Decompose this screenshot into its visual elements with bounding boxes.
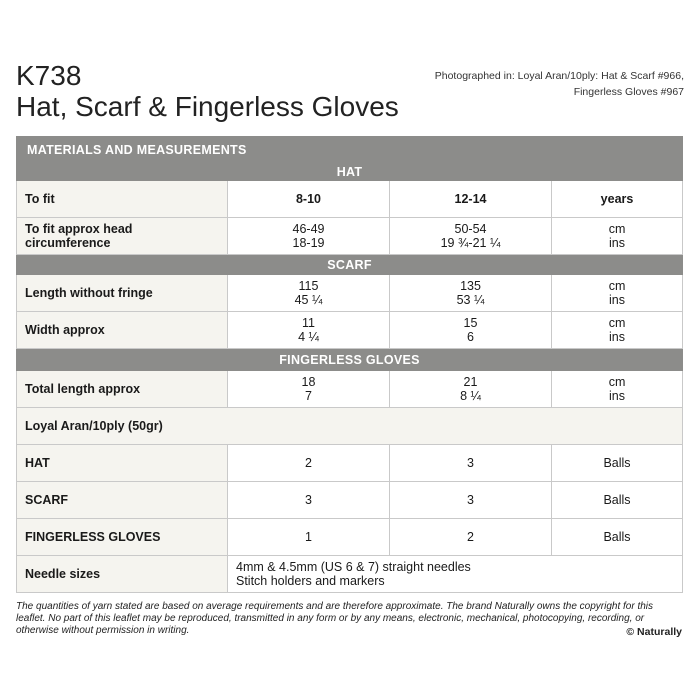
scarf-length-unit xyxy=(552,275,683,312)
gloves-length-size-1 xyxy=(228,371,390,408)
value-cm: 50-54 xyxy=(454,222,487,236)
gloves-length-size-2 xyxy=(390,371,552,408)
scarf-length-size-1 xyxy=(228,275,390,312)
photographed-line-2: Fingerless Gloves #967 xyxy=(573,86,684,98)
hat-balls-size-1: 2 xyxy=(228,445,390,482)
scarf-heading-row xyxy=(17,255,683,275)
size-1-header: 8-10 xyxy=(228,181,390,218)
hat-balls-unit: Balls xyxy=(552,445,683,482)
scarf-length-size-2 xyxy=(390,275,552,312)
table-row xyxy=(17,482,683,519)
value-cm: 115 xyxy=(298,279,319,293)
gloves-balls-size-1: 1 xyxy=(228,519,390,556)
pattern-code: K738 xyxy=(16,60,82,91)
photographed-line-1: Photographed in: Loyal Aran/10ply: Hat & Scarf #966, xyxy=(434,70,684,82)
gloves-balls-unit: Balls xyxy=(552,519,683,556)
value-ins: 4 ¼ xyxy=(298,330,319,344)
hat-balls-size-2: 3 xyxy=(390,445,552,482)
scarf-balls-size-1: 3 xyxy=(228,482,390,519)
unit-cm: cm xyxy=(608,222,626,236)
head-unit-cell xyxy=(552,218,683,255)
head-size-1-cell xyxy=(228,218,390,255)
scarf-width-label: Width approx xyxy=(17,312,228,349)
value-ins: 45 ¼ xyxy=(294,293,323,307)
table-row xyxy=(17,181,683,218)
materials-heading: MATERIALS AND MEASUREMENTS xyxy=(17,137,683,163)
table-row xyxy=(17,275,683,312)
value-ins: 8 ¼ xyxy=(460,389,481,403)
value-cm: 46-49 xyxy=(292,222,325,236)
head-circumference-label: To fit approx head circumference xyxy=(17,218,228,255)
pattern-header xyxy=(16,60,684,130)
value-ins: 19 ¾-21 ¼ xyxy=(440,236,501,250)
scarf-length-label: Length without fringe xyxy=(17,275,228,312)
to-fit-label: To fit xyxy=(17,181,228,218)
value-ins: 53 ¼ xyxy=(456,293,485,307)
size-2-header: 12-14 xyxy=(390,181,552,218)
value-ins: 6 xyxy=(467,330,474,344)
unit-ins: ins xyxy=(609,293,626,307)
gloves-balls-size-2: 2 xyxy=(390,519,552,556)
scarf-width-unit xyxy=(552,312,683,349)
needle-sizes-value xyxy=(228,556,683,593)
size-unit-header: years xyxy=(552,181,683,218)
value-ins: 7 xyxy=(305,389,312,403)
value-ins: 18-19 xyxy=(292,236,325,250)
scarf-balls-unit: Balls xyxy=(552,482,683,519)
unit-ins: ins xyxy=(609,330,626,344)
table-row xyxy=(17,445,683,482)
gloves-length-label: Total length approx xyxy=(17,371,228,408)
scarf-balls-label: SCARF xyxy=(17,482,228,519)
yarn-label: Loyal Aran/10ply (50gr) xyxy=(17,408,683,445)
needle-line-1: 4mm & 4.5mm (US 6 & 7) straight needles xyxy=(236,560,471,574)
table-row xyxy=(17,371,683,408)
materials-table xyxy=(16,136,683,593)
value-cm: 135 xyxy=(460,279,481,293)
gloves-length-unit xyxy=(552,371,683,408)
value-cm: 15 xyxy=(463,316,478,330)
value-cm: 21 xyxy=(463,375,478,389)
hat-heading-row xyxy=(17,163,683,181)
materials-heading-row xyxy=(17,137,683,163)
unit-ins: ins xyxy=(609,389,626,403)
photographed-in-note xyxy=(435,68,684,100)
table-row xyxy=(17,218,683,255)
table-row xyxy=(17,519,683,556)
gloves-heading-row xyxy=(17,349,683,371)
value-cm: 18 xyxy=(301,375,316,389)
copyright-notice: © Naturally xyxy=(626,626,682,638)
table-row xyxy=(17,556,683,593)
gloves-heading: FINGERLESS GLOVES xyxy=(17,349,683,371)
needle-line-2: Stitch holders and markers xyxy=(236,574,385,588)
hat-heading: HAT xyxy=(17,163,683,181)
unit-cm: cm xyxy=(608,375,626,389)
table-row xyxy=(17,312,683,349)
yarn-row xyxy=(17,408,683,445)
copyright-disclaimer: The quantities of yarn stated are based on average requirements and are therefore approximate. The brand Naturally owns the copyright for this leaflet. No part of this leaflet may be reproduced, transmitted in any form or by any means, electronic, mechanical, photocopying, recording, or otherwise without permission in writing. xyxy=(16,601,654,636)
hat-balls-label: HAT xyxy=(17,445,228,482)
unit-cm: cm xyxy=(608,279,626,293)
unit-ins: ins xyxy=(609,236,626,250)
gloves-balls-label: FINGERLESS GLOVES xyxy=(17,519,228,556)
pattern-title: Hat, Scarf & Fingerless Gloves xyxy=(16,91,399,122)
unit-cm: cm xyxy=(608,316,626,330)
needle-sizes-label: Needle sizes xyxy=(17,556,228,593)
scarf-heading: SCARF xyxy=(17,255,683,275)
value-cm: 11 xyxy=(302,316,315,330)
scarf-balls-size-2: 3 xyxy=(390,482,552,519)
scarf-width-size-1 xyxy=(228,312,390,349)
scarf-width-size-2 xyxy=(390,312,552,349)
head-size-2-cell xyxy=(390,218,552,255)
